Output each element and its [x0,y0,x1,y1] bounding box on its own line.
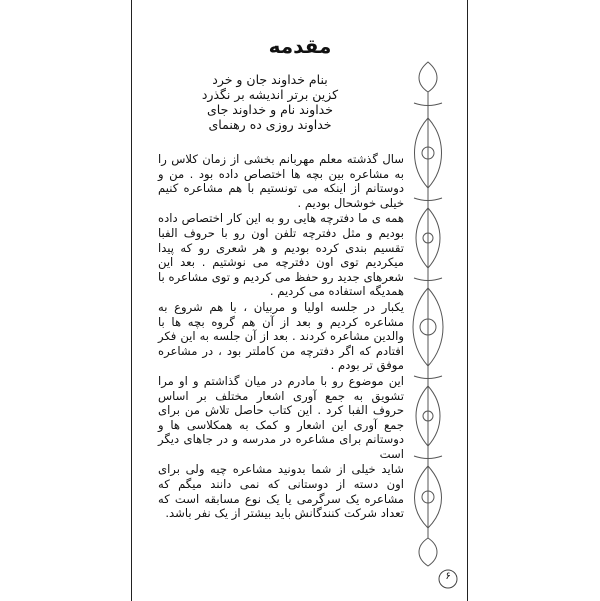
verse-line: خداوند نام و خداوند جای [207,102,333,117]
page-number [437,568,459,590]
paragraph: شاید خیلی از شما بدونید مشاعره چیه ولی برای اون دسته از دوستانی که نمی دانند میگم که مشاعره یک سرگرمی یا یک نوع مسابقه است که تعداد شرکت کنندگانش باید بیشتر از یک نفر باشد. [158,462,404,521]
verse-line: کزین برتر اندیشه بر نگذرد [201,87,339,102]
opening-verse [150,72,390,132]
paragraph: یکبار در جلسه اولیا و مربیان ، با هم شروع به مشاعره کردیم و بعد از آن هم گروه بچه ها با والدین مشاعره کردند . بعد از آن جلسه به این فکر افتادم که اگر دفترچه من کاملتر بود ، در مشاعره موفق تر بودم . [158,299,404,373]
body-text [158,152,404,522]
paragraph: این موضوع رو با مادرم در میان گذاشتم و او مرا تشویق به جمع آوری اشعار مختلف بر اساس حروف الفبا کرد . این کتاب حاصل تلاش من برای جمع آوری این اشعار و کمک به همکلاسی ها و دوستانم برای مشاعره در مدرسه و در جاهای دیگر است [158,373,404,461]
page-title: مقدمه [268,34,332,58]
paragraph: همه ی ما دفترچه هایی رو به این کار اختصاص داده بودیم و مثل دفترچه تلفن اون رو با حروف الفبا تقسیم بندی کرده بودیم و هر شعری رو که پیدا میکردیم توی اون دفترچه می نوشتیم . بعد این شعرهای جدید رو حفظ می کردیم و توی مشاعره با همدیگه استفاده می کردیم . [158,211,404,299]
paragraph: سال گذشته معلم مهربانم بخشی از زمان کلاس را به مشاعره بین بچه ها اختصاص داده بود . من و دوستانم از اینکه می تونستیم با هم مشاعره کنیم خیلی خوشحال بودیم . [158,152,404,210]
verse-line: بنام خداوند جان و خرد [212,72,328,87]
page-number-text: ۶ [445,571,451,582]
verse-line: خداوند روزی ده رهنمای [208,117,332,132]
floral-border-ornament [406,58,450,568]
